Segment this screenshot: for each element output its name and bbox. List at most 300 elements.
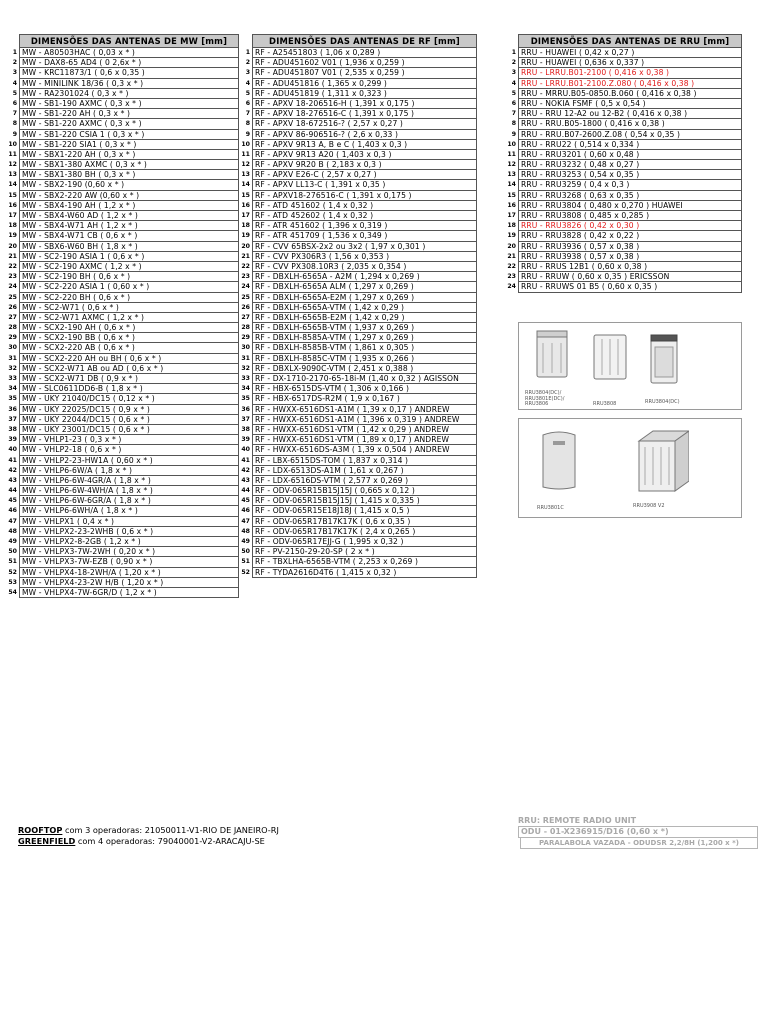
antenna-cell: RF - DBXLH-6565B-VTM ( 1,937 x 0,269 ) bbox=[252, 323, 477, 333]
antenna-cell: MW - SCX2-220 AH ou BH ( 0,6 x * ) bbox=[19, 354, 239, 364]
table-row bbox=[238, 191, 477, 201]
antenna-cell: MW - UKY 21040/DC15 ( 0,12 x * ) bbox=[19, 394, 239, 404]
table-row bbox=[504, 231, 742, 241]
table-row bbox=[5, 231, 239, 241]
row-number: 11 bbox=[241, 150, 250, 158]
antenna-cell: RRU - RRU3268 ( 0,63 x 0,35 ) bbox=[518, 191, 742, 201]
row-number: 34 bbox=[241, 385, 250, 393]
table-row bbox=[5, 79, 239, 89]
antenna-cell: RF - ODV-065R15B15J15J ( 1,415 x 0,335 ) bbox=[252, 496, 477, 506]
antenna-cell: MW - VHLP2-23-HW1A ( 0,60 x * ) bbox=[19, 456, 239, 466]
row-number: 36 bbox=[8, 405, 17, 413]
antenna-cell: MW - UKY 22044/DC15 ( 0,6 x * ) bbox=[19, 415, 239, 425]
antenna-cell: RF - DBXLH-6565A ALM ( 1,297 x 0,269 ) bbox=[252, 282, 477, 292]
table-row bbox=[238, 48, 477, 58]
antenna-cell: MW - SCX2-220 AB ( 0,6 x * ) bbox=[19, 343, 239, 353]
table-row bbox=[5, 252, 239, 262]
table-row bbox=[238, 140, 477, 150]
table-row bbox=[5, 68, 239, 78]
row-number: 50 bbox=[241, 548, 250, 556]
antenna-cell: MW - SBX1-380 BH ( 0,3 x * ) bbox=[19, 170, 239, 180]
row-number: 33 bbox=[241, 375, 250, 382]
rru3808-caption: RRU3808 bbox=[593, 401, 617, 407]
antenna-cell: MW - SC2-190 AXMC ( 1,2 x * ) bbox=[19, 262, 239, 272]
table-row bbox=[5, 242, 239, 252]
row-number: 1 bbox=[245, 49, 250, 56]
row-number: 10 bbox=[507, 140, 516, 148]
table-row bbox=[238, 343, 477, 353]
row-number: 24 bbox=[8, 283, 17, 291]
antenna-cell: MW - SC2-190 BH ( 0,6 x * ) bbox=[19, 272, 239, 282]
table-row bbox=[5, 211, 239, 221]
antenna-cell: RF - CVV PX306R3 ( 1,56 x 0,353 ) bbox=[252, 252, 477, 262]
row-number: 44 bbox=[8, 487, 17, 495]
table-row bbox=[5, 333, 239, 343]
antenna-cell: RF - ADU451816 ( 1,365 x 0,299 ) bbox=[252, 79, 477, 89]
table-row bbox=[5, 588, 239, 598]
antenna-cell: MW - VHLP6-6W-6GR/A ( 1,8 x * ) bbox=[19, 496, 239, 506]
rru3804-device-image bbox=[533, 329, 573, 379]
table-row bbox=[238, 272, 477, 282]
row-number: 41 bbox=[241, 456, 250, 464]
table-row bbox=[238, 58, 477, 68]
antenna-cell: RF - APXV 9R13 A20 ( 1,403 x 0,3 ) bbox=[252, 150, 477, 160]
antenna-cell: MW - SCX2-190 BB ( 0,6 x * ) bbox=[19, 333, 239, 343]
antenna-cell: MW - A80503HAC ( 0,03 x * ) bbox=[19, 48, 239, 58]
antenna-cell: RF - ODV-065R15E18J18J ( 1,415 x 0,5 ) bbox=[252, 506, 477, 516]
rf-table-header: DIMENSÕES DAS ANTENAS DE RF [mm] bbox=[252, 34, 477, 48]
rooftop-text: com 3 operadoras: 21050011-V1-RIO DE JANEIRO-RJ bbox=[62, 825, 279, 835]
table-row bbox=[5, 415, 239, 425]
antenna-cell: MW - VHLP6-6W-4WH/A ( 1,8 x * ) bbox=[19, 486, 239, 496]
row-number: 17 bbox=[8, 212, 17, 219]
greenfield-line bbox=[18, 836, 279, 847]
antenna-cell: RRU - RRU22 ( 0,514 x 0,334 ) bbox=[518, 140, 742, 150]
antenna-cell: MW - VHLPX2-8-2GB ( 1,2 x * ) bbox=[19, 537, 239, 547]
table-row bbox=[504, 130, 742, 140]
antenna-cell: RF - DBXLH-6565A-VTM ( 1,42 x 0,29 ) bbox=[252, 303, 477, 313]
antenna-cell: RF - ADU451807 V01 ( 2,535 x 0,259 ) bbox=[252, 68, 477, 78]
antenna-cell: MW - VHLP1-23 ( 0,3 x * ) bbox=[19, 435, 239, 445]
antenna-cell: RRU - RRU3936 ( 0,57 x 0,38 ) bbox=[518, 242, 742, 252]
table-row bbox=[238, 119, 477, 129]
table-row bbox=[504, 191, 742, 201]
antenna-cell: RRU - LRRU.B01-2100 ( 0,416 x 0,38 ) bbox=[518, 68, 742, 78]
row-number: 38 bbox=[241, 425, 250, 433]
antenna-cell: RRU - RRU3201 ( 0,60 x 0,48 ) bbox=[518, 150, 742, 160]
antenna-cell: MW - KRC11873/1 ( 0,6 x 0,35 ) bbox=[19, 68, 239, 78]
table-row bbox=[238, 313, 477, 323]
table-row bbox=[238, 394, 477, 404]
row-number: 29 bbox=[8, 334, 17, 342]
row-number: 11 bbox=[8, 150, 17, 158]
row-number: 27 bbox=[8, 313, 17, 321]
table-row bbox=[238, 445, 477, 455]
row-number: 14 bbox=[507, 181, 516, 189]
antenna-cell: RRU - RRUS 12B1 ( 0,60 x 0,38 ) bbox=[518, 262, 742, 272]
row-number: 32 bbox=[241, 364, 250, 372]
table-row bbox=[5, 456, 239, 466]
antenna-cell: RF - HWXX-6516DS1-VTM ( 1,42 x 0,29 ) ANDREW bbox=[252, 425, 477, 435]
antenna-cell: MW - SC2-W71 AXMC ( 1,2 x * ) bbox=[19, 313, 239, 323]
table-row bbox=[5, 547, 239, 557]
row-number: 54 bbox=[8, 588, 17, 596]
antenna-cell: MW - SBX4-W71 AH ( 1,2 x * ) bbox=[19, 221, 239, 231]
table-row bbox=[5, 354, 239, 364]
row-number: 28 bbox=[8, 324, 17, 332]
row-number: 39 bbox=[8, 436, 17, 444]
table-row bbox=[238, 374, 477, 384]
antenna-cell: RRU - HUAWEI ( 0,636 x 0,337 ) bbox=[518, 58, 742, 68]
mw-table bbox=[5, 34, 239, 598]
table-row bbox=[5, 180, 239, 190]
rf-table-body bbox=[238, 48, 477, 578]
table-row bbox=[238, 170, 477, 180]
row-number: 16 bbox=[241, 201, 250, 209]
row-number: 9 bbox=[245, 130, 250, 138]
antenna-cell: RRU - RRU3232 ( 0,48 x 0,27 ) bbox=[518, 160, 742, 170]
row-number: 52 bbox=[241, 568, 250, 576]
table-row bbox=[238, 466, 477, 476]
table-row bbox=[504, 201, 742, 211]
antenna-cell: MW - SBX2-220 AW (0,60 x * ) bbox=[19, 191, 239, 201]
antenna-cell: MW - SBX4-W71 CB ( 0,6 x * ) bbox=[19, 231, 239, 241]
table-row bbox=[504, 272, 742, 282]
antenna-cell: MW - VHLPX4-23-2W H/B ( 1,20 x * ) bbox=[19, 578, 239, 588]
row-number: 20 bbox=[507, 242, 516, 250]
row-number: 53 bbox=[8, 578, 17, 586]
table-row bbox=[504, 140, 742, 150]
row-number: 49 bbox=[241, 538, 250, 545]
table-row bbox=[504, 160, 742, 170]
antenna-cell: MW - SCX2-W71 AB ou AD ( 0,6 x * ) bbox=[19, 364, 239, 374]
antenna-cell: RRU - RRUWS 01 B5 ( 0,60 x 0,35 ) bbox=[518, 282, 742, 292]
table-row bbox=[5, 486, 239, 496]
mw-table-header: DIMENSÕES DAS ANTENAS DE MW [mm] bbox=[19, 34, 239, 48]
antenna-cell: RF - APXV18-276516-C ( 1,391 x 0,175 ) bbox=[252, 191, 477, 201]
antenna-cell: RF - DBXLH-6565A - A2M ( 1,294 x 0,269 ) bbox=[252, 272, 477, 282]
antenna-cell: RRU - RRU3259 ( 0,4 x 0,3 ) bbox=[518, 180, 742, 190]
antenna-cell: MW - SC2-220 BH ( 0,6 x * ) bbox=[19, 293, 239, 303]
antenna-cell: RF - DBXLH-8585C-VTM ( 1,935 x 0,266 ) bbox=[252, 354, 477, 364]
antenna-cell: MW - SBX4-190 AH ( 1,2 x * ) bbox=[19, 201, 239, 211]
rooftop-label: ROOFTOP bbox=[18, 825, 63, 835]
table-row bbox=[5, 130, 239, 140]
legend bbox=[518, 816, 758, 849]
table-row bbox=[5, 568, 239, 578]
row-number: 22 bbox=[8, 262, 17, 270]
row-number: 50 bbox=[8, 548, 17, 556]
row-number: 24 bbox=[507, 283, 516, 291]
antenna-cell: MW - SB1-220 AXMC ( 0,3 x * ) bbox=[19, 119, 239, 129]
antenna-cell: RF - DBXLH-6565B-E2M ( 1,42 x 0,29 ) bbox=[252, 313, 477, 323]
table-row bbox=[238, 527, 477, 537]
antenna-cell: RRU - RRU3804 ( 0,480 x 0,270 ) HUAWEI bbox=[518, 201, 742, 211]
antenna-cell: RF - TYDA2616D4T6 ( 1,415 x 0,32 ) bbox=[252, 568, 477, 578]
table-row bbox=[238, 160, 477, 170]
antenna-cell: MW - SBX6-W60 BH ( 1,8 x * ) bbox=[19, 242, 239, 252]
row-number: 8 bbox=[12, 120, 17, 128]
row-number: 46 bbox=[241, 507, 250, 515]
antenna-cell: MW - DAX8-65 AD4 ( 0 2,6x * ) bbox=[19, 58, 239, 68]
antenna-cell: RF - ODV-065R17EJJ-G ( 1,995 x 0,32 ) bbox=[252, 537, 477, 547]
table-row bbox=[5, 313, 239, 323]
row-number: 12 bbox=[507, 161, 516, 169]
row-number: 9 bbox=[12, 130, 17, 138]
table-row bbox=[5, 527, 239, 537]
table-row bbox=[504, 242, 742, 252]
row-number: 51 bbox=[241, 558, 250, 566]
row-number: 13 bbox=[8, 171, 17, 179]
antenna-cell: RF - DBXLH-6565A-E2M ( 1,297 x 0,269 ) bbox=[252, 293, 477, 303]
table-row bbox=[238, 262, 477, 272]
row-number: 30 bbox=[8, 344, 17, 352]
row-number: 6 bbox=[12, 99, 17, 107]
row-number: 3 bbox=[511, 69, 516, 77]
row-number: 19 bbox=[507, 232, 516, 240]
row-number: 7 bbox=[12, 110, 17, 118]
antenna-cell: RF - ODV-065R17B17K17K ( 0,6 x 0,35 ) bbox=[252, 517, 477, 527]
antenna-cell: RF - DBXLH-8585B-VTM ( 1,861 x 0,305 ) bbox=[252, 343, 477, 353]
antenna-cell: MW - VHLP6-6W-4GR/A ( 1,8 x * ) bbox=[19, 476, 239, 486]
row-number: 8 bbox=[245, 120, 250, 128]
row-number: 16 bbox=[8, 201, 17, 209]
mw-table-body bbox=[5, 48, 239, 598]
table-row bbox=[238, 180, 477, 190]
row-number: 41 bbox=[8, 456, 17, 464]
antenna-cell: RRU - HUAWEI ( 0,42 x 0,27 ) bbox=[518, 48, 742, 58]
table-row bbox=[504, 252, 742, 262]
table-row bbox=[5, 119, 239, 129]
table-row bbox=[5, 58, 239, 68]
row-number: 24 bbox=[241, 283, 250, 291]
table-row bbox=[5, 435, 239, 445]
table-row bbox=[5, 364, 239, 374]
row-number: 5 bbox=[245, 89, 250, 97]
rru3801c-caption: RRU3801C bbox=[537, 505, 564, 511]
row-number: 15 bbox=[507, 191, 516, 199]
row-number: 30 bbox=[241, 344, 250, 352]
table-row bbox=[5, 109, 239, 119]
legend-parabola: PARALABOLA VAZADA - ODUDSR 2,2/8H (1,200 x *) bbox=[520, 838, 758, 849]
row-number: 40 bbox=[8, 446, 17, 454]
antenna-cell: RF - ATD 451602 ( 1,4 x 0,32 ) bbox=[252, 201, 477, 211]
table-row bbox=[5, 578, 239, 588]
row-number: 23 bbox=[507, 273, 516, 281]
table-row bbox=[5, 384, 239, 394]
rru-photo-panel-top bbox=[518, 322, 742, 410]
table-row bbox=[238, 231, 477, 241]
table-row bbox=[504, 89, 742, 99]
row-number: 34 bbox=[8, 385, 17, 393]
row-number: 45 bbox=[241, 497, 250, 505]
table-row bbox=[238, 496, 477, 506]
row-number: 14 bbox=[8, 181, 17, 189]
antenna-cell: RF - DBXLX-9090C-VTM ( 2,451 x 0,388 ) bbox=[252, 364, 477, 374]
table-row bbox=[238, 333, 477, 343]
table-row bbox=[5, 303, 239, 313]
row-number: 4 bbox=[12, 79, 17, 87]
antenna-cell: MW - UKY 22025/DC15 ( 0,9 x * ) bbox=[19, 405, 239, 415]
row-number: 21 bbox=[507, 252, 516, 260]
antenna-cell: MW - SBX1-220 AH ( 0,3 x * ) bbox=[19, 150, 239, 160]
table-row bbox=[5, 272, 239, 282]
row-number: 2 bbox=[12, 59, 17, 67]
antenna-cell: RF - ADU451819 ( 1,311 x 0,323 ) bbox=[252, 89, 477, 99]
table-row bbox=[238, 303, 477, 313]
row-number: 1 bbox=[511, 49, 516, 56]
antenna-cell: MW - SC2-190 ASIA 1 ( 0,6 x * ) bbox=[19, 252, 239, 262]
antenna-cell: RRU - RRU3826 ( 0,42 x 0,30 ) bbox=[518, 221, 742, 231]
rru-photo-panel-bottom bbox=[518, 418, 742, 518]
table-row bbox=[5, 323, 239, 333]
row-number: 36 bbox=[241, 405, 250, 413]
antenna-cell: RRU - NOKIA FSMF ( 0,5 x 0,54 ) bbox=[518, 99, 742, 109]
row-number: 26 bbox=[8, 303, 17, 311]
table-row bbox=[504, 180, 742, 190]
row-number: 44 bbox=[241, 487, 250, 495]
antenna-cell: RF - DX-1710-2170-65-18i-M (1,40 x 0,32 ) AGISSON bbox=[252, 374, 477, 384]
rf-table bbox=[238, 34, 477, 578]
table-row bbox=[238, 517, 477, 527]
table-row bbox=[5, 394, 239, 404]
table-row bbox=[504, 211, 742, 221]
row-number: 20 bbox=[241, 242, 250, 250]
antenna-cell: RF - ATR 451709 ( 1,536 x 0,349 ) bbox=[252, 231, 477, 241]
antenna-cell: RF - HWXX-6516DS1-VTM ( 1,89 x 0,17 ) ANDREW bbox=[252, 435, 477, 445]
table-row bbox=[5, 160, 239, 170]
table-row bbox=[504, 150, 742, 160]
antenna-cell: MW - SC2-220 ASIA 1 ( 0,60 x * ) bbox=[19, 282, 239, 292]
row-number: 13 bbox=[241, 171, 250, 179]
table-row bbox=[238, 415, 477, 425]
antenna-cell: MW - RA2301024 ( 0,3 x * ) bbox=[19, 89, 239, 99]
antenna-cell: MW - UKY 23001/DC15 ( 0,6 x * ) bbox=[19, 425, 239, 435]
antenna-cell: RF - CVV 65BSX-2x2 ou 3x2 ( 1,97 x 0,301 ) bbox=[252, 242, 477, 252]
row-number: 3 bbox=[12, 69, 17, 77]
antenna-cell: RRU - MRRU.B05-0850.B.060 ( 0,416 x 0,38 ) bbox=[518, 89, 742, 99]
antenna-cell: RF - APXV 86-906516-? ( 2,6 x 0,33 ) bbox=[252, 130, 477, 140]
antenna-cell: RF - APXV 18-672516-? ( 2,57 x 0,27 ) bbox=[252, 119, 477, 129]
antenna-cell: MW - SC2-W71 ( 0,6 x * ) bbox=[19, 303, 239, 313]
table-row bbox=[238, 557, 477, 567]
row-number: 47 bbox=[241, 517, 250, 525]
antenna-cell: MW - SBX4-W60 AD ( 1,2 x * ) bbox=[19, 211, 239, 221]
antenna-cell: MW - SB1-220 SIA1 ( 0,3 x * ) bbox=[19, 140, 239, 150]
row-number: 22 bbox=[241, 262, 250, 270]
row-number: 25 bbox=[241, 293, 250, 301]
row-number: 5 bbox=[12, 89, 17, 97]
row-number: 37 bbox=[8, 415, 17, 423]
table-row bbox=[5, 99, 239, 109]
row-number: 48 bbox=[8, 527, 17, 535]
table-row bbox=[238, 252, 477, 262]
antenna-cell: RF - A25451803 ( 1,06 x 0,289 ) bbox=[252, 48, 477, 58]
row-number: 42 bbox=[8, 466, 17, 474]
table-row bbox=[5, 343, 239, 353]
row-number: 15 bbox=[241, 191, 250, 199]
table-row bbox=[238, 568, 477, 578]
row-number: 6 bbox=[511, 99, 516, 107]
row-number: 52 bbox=[8, 568, 17, 576]
row-number: 11 bbox=[507, 150, 516, 158]
antenna-cell: MW - VHLP6-6WH/A ( 1,8 x * ) bbox=[19, 506, 239, 516]
row-number: 12 bbox=[241, 161, 250, 169]
table-row bbox=[5, 506, 239, 516]
antenna-cell: MW - VHLPX2-23-2WHB ( 0,6 x * ) bbox=[19, 527, 239, 537]
row-number: 3 bbox=[245, 69, 250, 77]
table-row bbox=[504, 221, 742, 231]
row-number: 39 bbox=[241, 436, 250, 444]
table-row bbox=[5, 282, 239, 292]
row-number: 27 bbox=[241, 313, 250, 321]
row-number: 22 bbox=[507, 262, 516, 270]
table-row bbox=[504, 282, 742, 292]
antenna-cell: RF - HWXX-6516DS1-A1M ( 1,39 x 0,17 ) ANDREW bbox=[252, 405, 477, 415]
row-number: 40 bbox=[241, 446, 250, 454]
row-number: 4 bbox=[245, 79, 250, 87]
antenna-cell: RF - HBX-6517DS-R2M ( 1,9 x 0,167 ) bbox=[252, 394, 477, 404]
row-number: 25 bbox=[8, 293, 17, 301]
row-number: 23 bbox=[8, 273, 17, 281]
antenna-cell: MW - SBX2-190 (0,60 x * ) bbox=[19, 180, 239, 190]
antenna-cell: MW - VHLP2-18 ( 0,6 x * ) bbox=[19, 445, 239, 455]
row-number: 21 bbox=[241, 252, 250, 260]
row-number: 23 bbox=[241, 273, 250, 281]
row-number: 10 bbox=[8, 140, 17, 148]
row-number: 33 bbox=[8, 375, 17, 382]
table-row bbox=[504, 119, 742, 129]
table-row bbox=[5, 89, 239, 99]
table-row bbox=[5, 201, 239, 211]
antenna-cell: MW - MINILINK 18/36 ( 0,3 x * ) bbox=[19, 79, 239, 89]
table-row bbox=[238, 99, 477, 109]
row-number: 35 bbox=[8, 395, 17, 403]
row-number: 19 bbox=[8, 232, 17, 240]
antenna-cell: MW - VHLP6-6W/A ( 1,8 x * ) bbox=[19, 466, 239, 476]
row-number: 2 bbox=[511, 59, 516, 67]
antenna-cell: RRU - RRU 12-A2 ou 12-B2 ( 0,416 x 0,38 ) bbox=[518, 109, 742, 119]
row-number: 45 bbox=[8, 497, 17, 505]
row-number: 13 bbox=[507, 171, 516, 179]
table-row bbox=[238, 354, 477, 364]
row-number: 43 bbox=[8, 476, 17, 484]
antenna-cell: RF - APXV LL13-C ( 1,391 x 0,35 ) bbox=[252, 180, 477, 190]
antenna-cell: RF - APXV 9R13 A, B e C ( 1,403 x 0,3 ) bbox=[252, 140, 477, 150]
table-row bbox=[504, 48, 742, 58]
antenna-cell: RF - CVV PX308.10R3 ( 2,035 x 0,354 ) bbox=[252, 262, 477, 272]
table-row bbox=[5, 374, 239, 384]
antenna-cell: RF - ADU451602 V01 ( 1,936 x 0,259 ) bbox=[252, 58, 477, 68]
row-number: 28 bbox=[241, 324, 250, 332]
row-number: 29 bbox=[241, 334, 250, 342]
rooftop-line bbox=[18, 825, 279, 836]
table-row bbox=[238, 201, 477, 211]
table-row bbox=[238, 425, 477, 435]
row-number: 43 bbox=[241, 476, 250, 484]
table-row bbox=[238, 476, 477, 486]
row-number: 1 bbox=[12, 49, 17, 56]
antenna-cell: MW - SLC0611DD6-B ( 1,8 x * ) bbox=[19, 384, 239, 394]
table-row bbox=[238, 486, 477, 496]
row-number: 14 bbox=[241, 181, 250, 189]
row-number: 47 bbox=[8, 517, 17, 525]
table-row bbox=[238, 384, 477, 394]
table-row bbox=[5, 48, 239, 58]
table-row bbox=[5, 537, 239, 547]
antenna-cell: MW - SCX2-190 AH ( 0,6 x * ) bbox=[19, 323, 239, 333]
row-number: 32 bbox=[8, 364, 17, 372]
